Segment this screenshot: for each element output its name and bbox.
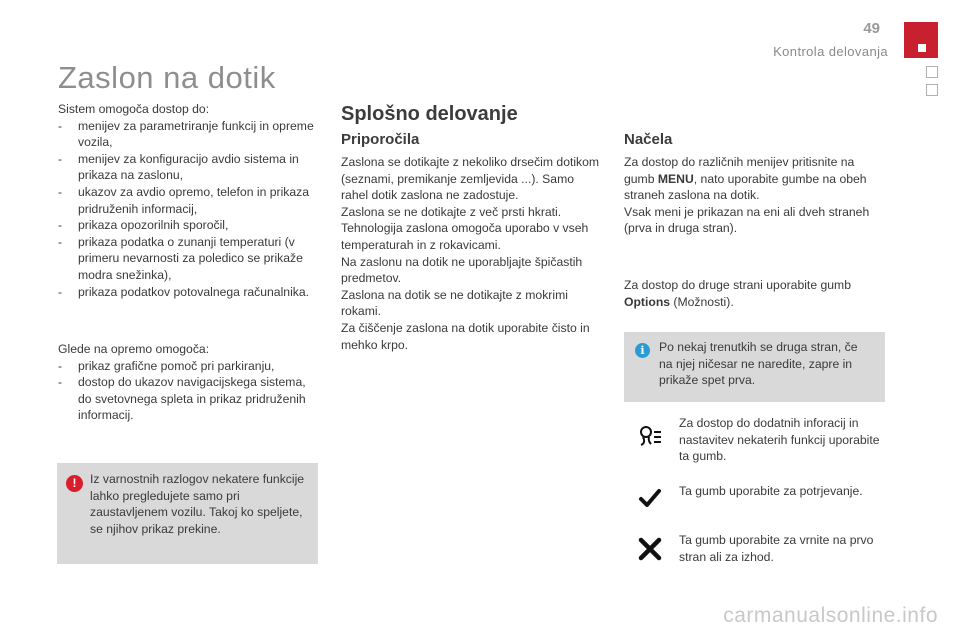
text-span: , nato uporabite gumbe na obeh straneh zaslona na dotik. bbox=[624, 171, 867, 203]
options-icon-text: Za dostop do dodatnih inforacij in nastavitev nekaterih funkcij uporabite ta gumb. bbox=[679, 416, 880, 464]
info-icon: i bbox=[635, 343, 650, 358]
recommendations-text bbox=[341, 154, 601, 353]
warning-box bbox=[57, 463, 318, 564]
list-item: - prikaza podatka o zunanji temperaturi (v primeru nevarnosti za poledico se prikaže modra snežinka), bbox=[58, 234, 320, 284]
optional-feature-list bbox=[58, 358, 320, 424]
chapter-tab-empty-2 bbox=[926, 84, 938, 96]
info-text: Po nekaj trenutkih se druga stran, če na njej ničesar ne naredite, zapre in prikaže spet prva. bbox=[659, 340, 858, 388]
left-column bbox=[58, 101, 320, 300]
warning-text: Iz varnostnih razlogov nekatere funkcije lahko pregledujete samo pri zaustavljenem vozilu. Takoj ko speljete, se njihov prikaz prekine. bbox=[90, 472, 305, 536]
feature-list bbox=[58, 118, 320, 301]
list-item: - menijev za konfiguracijo avdio sistema in prikaza na zaslonu, bbox=[58, 151, 320, 184]
recommendation-paragraph: Zaslona na dotik se ne dotikajte z mokrimi rokami. bbox=[341, 287, 568, 319]
list-item: - prikaza podatkov potovalnega računalnika. bbox=[58, 284, 320, 301]
check-icon bbox=[636, 484, 664, 512]
warning-icon: ! bbox=[66, 475, 83, 492]
recommendation-paragraph: Zaslona se dotikajte z nekoliko drsečim dotikom (seznami, premikanje zemljevida ...). Samo rahel dotik zaslona ne zadostuje. bbox=[341, 155, 600, 203]
recommendation-paragraph: Na zaslonu na dotik ne uporabljajte špičastih predmetov. bbox=[341, 254, 583, 286]
list-item: - ukazov za avdio opremo, telefon in prikaza pridruženih informacij, bbox=[58, 184, 320, 217]
list-item: - dostop do ukazov navigacijskega sistema, do svetovnega spleta in prikaz pridruženih informacij. bbox=[58, 374, 320, 424]
info-box bbox=[624, 332, 885, 402]
intro-text: Sistem omogoča dostop do: bbox=[58, 102, 210, 116]
intro-text-2: Glede na opremo omogoča: bbox=[58, 342, 210, 356]
page-number: 49 bbox=[863, 20, 880, 37]
principles-paragraph-3 bbox=[624, 277, 886, 310]
principles-paragraph-1 bbox=[624, 154, 886, 204]
principles-text bbox=[624, 154, 886, 237]
text-span: Za dostop do druge strani uporabite gumb bbox=[624, 278, 851, 292]
close-icon bbox=[636, 535, 664, 563]
recommendations-heading: Priporočila bbox=[341, 131, 420, 148]
principles-heading: Načela bbox=[624, 131, 673, 148]
list-item: - prikaz grafične pomoč pri parkiranju, bbox=[58, 358, 320, 375]
recommendation-paragraph: Zaslona se ne dotikajte z več prsti hkrati. bbox=[341, 204, 562, 219]
text-span: Za dostop do različnih menijev pritisnite na gumb bbox=[624, 155, 855, 186]
text-span: (Možnosti). bbox=[670, 294, 734, 309]
close-icon-text: Ta gumb uporabite za vrnite na prvo stran ali za izhod. bbox=[679, 533, 874, 564]
list-item: - prikaza opozorilnih sporočil, bbox=[58, 217, 320, 234]
recommendation-paragraph: Tehnologija zaslona omogoča uporabo v vseh temperaturah in z rokavicami. bbox=[341, 221, 589, 252]
left-column-optional bbox=[58, 341, 320, 424]
chapter-tab bbox=[904, 22, 938, 58]
list-item: - menijev za parametriranje funkcij in opreme vozila, bbox=[58, 118, 320, 151]
check-icon-text: Ta gumb uporabite za potrjevanje. bbox=[679, 484, 863, 498]
watermark: carmanualsonline.info bbox=[723, 604, 938, 627]
section-title: Kontrola delovanja bbox=[773, 44, 888, 59]
options-label: Options bbox=[624, 294, 671, 309]
chapter-tab-empty-1 bbox=[926, 66, 938, 78]
principles-paragraph-2: Vsak meni je prikazan na eni ali dveh straneh (prva in druga stran). bbox=[624, 204, 870, 236]
page-title: Zaslon na dotik bbox=[58, 60, 276, 95]
section-heading: Splošno delovanje bbox=[341, 103, 518, 125]
options-icon bbox=[635, 421, 663, 449]
options-text bbox=[624, 277, 886, 310]
recommendation-paragraph: Za čiščenje zaslona na dotik uporabite čisto in mehko krpo. bbox=[341, 320, 590, 352]
menu-label: MENU bbox=[657, 171, 694, 186]
chapter-tab-marker bbox=[918, 44, 926, 52]
